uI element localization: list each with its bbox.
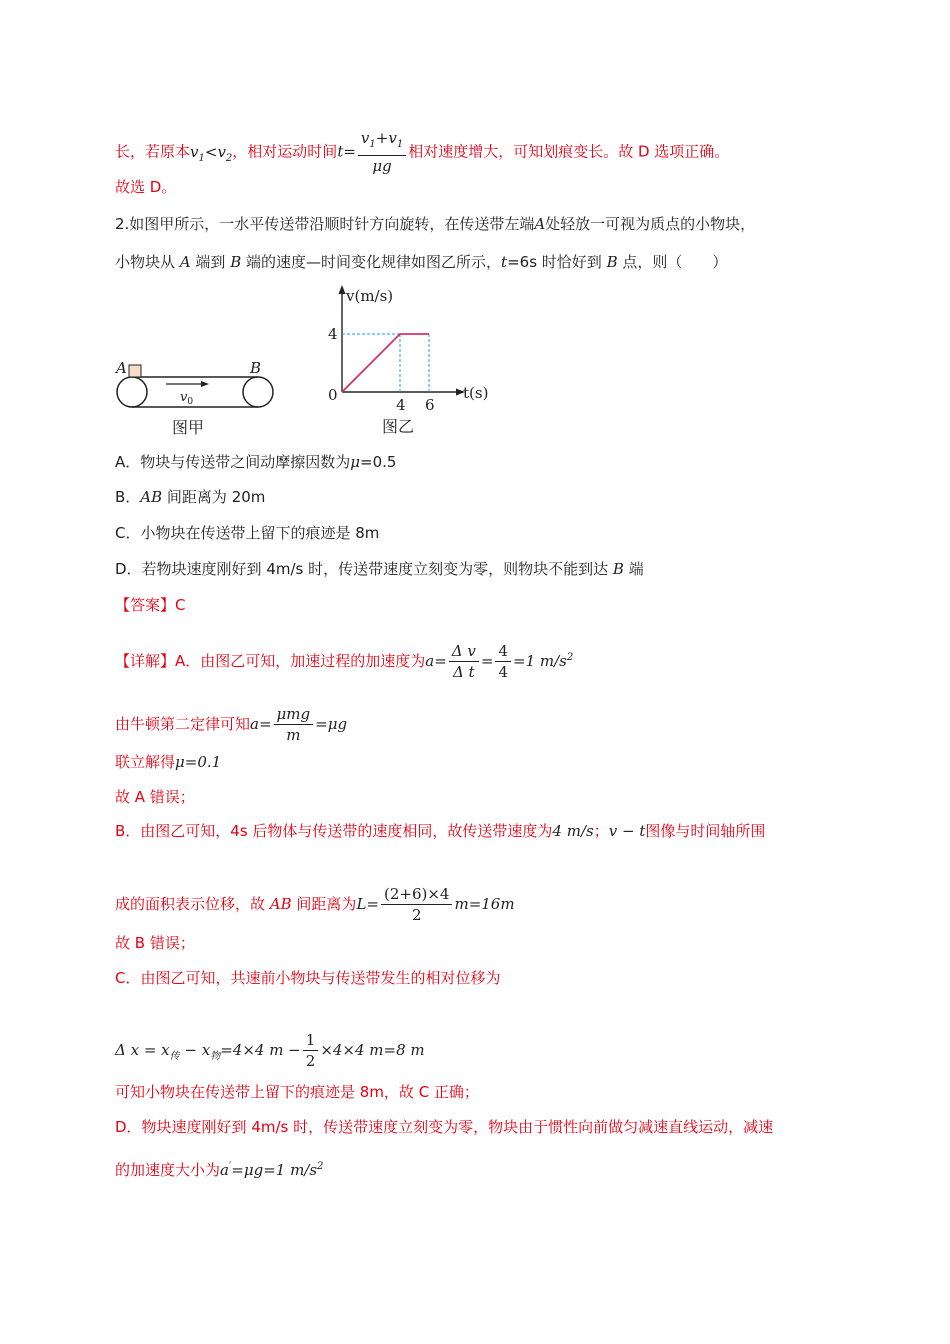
detail-d-line1: D．物块速度刚好到 4m/s 时，传送带速度立刻变为零，物块由于惯性向前做匀减速直线运动，减速 — [115, 1118, 774, 1136]
y-tick-label: 4 — [328, 325, 338, 343]
y-axis-label: v(m/s) — [346, 287, 394, 305]
option-d: D．若物块速度刚好到 4m/s 时，传送带速度立刻变为零，则物块不能到达 B 端 — [115, 560, 644, 578]
detail-b-line2: 成的面积表示位移，故 AB 间距离为L= $\frac{(2+6)\times 4}{2}$ m=16m — [115, 885, 515, 924]
left-pulley — [117, 377, 147, 407]
fraction: $\frac{v_1+v_1}{\mu g}$ — [358, 128, 406, 176]
detail-c-line2: Δ $x = x_传 - x_物=4\times 4$ m − $\frac{1}{2}$ ×4×4 m=8 m — [115, 1031, 425, 1070]
caption-yi: 图乙 — [382, 417, 415, 436]
detail-d-line2: 的加速度大小为a′=μg=1 $m/s^2$ — [115, 1161, 324, 1179]
detail-a-line2: 由牛顿第二定律可知a= $\frac{\text{μmg}}{m}$ =μg — [115, 705, 348, 744]
math-v1-lt-v2: $v_1<v_2$ — [190, 142, 233, 164]
y-axis-arrow-icon — [339, 285, 346, 294]
conveyor-belt-diagram — [110, 355, 280, 440]
block — [129, 365, 141, 377]
detail-a-line3: 联立解得μ=0.1 — [115, 753, 222, 771]
option-c: C．小物块在传送带上留下的痕迹是 8m — [115, 524, 380, 542]
x-axis-label: t(s) — [463, 384, 489, 402]
label-a: A — [116, 359, 127, 377]
text-line: 长，若原本$v_1<v_2$，相对运动时间t= $\frac{v_1+v_1}{\mu g}$ 相对速度增大，可知划痕变长。故 D 选项正确。 — [115, 129, 730, 175]
option-b: B．AB 间距离为 20m — [115, 488, 266, 506]
option-a: A．物块与传送带之间动摩擦因数为μ=0.5 — [115, 453, 397, 471]
caption-jia: 图甲 — [172, 418, 205, 437]
question-line-1: 2.如图甲所示，一水平传送带沿顺时针方向旋转，在传送带左端A处轻放一可视为质点的小物块， — [115, 215, 756, 233]
question-line-2: 小物块从 A 端到 B 端的速度—时间变化规律如图乙所示，t=6s 时恰好到 B 点，则（ ） — [115, 253, 728, 271]
detail-a-line4: 故 A 错误； — [115, 788, 195, 806]
detail-c-line3: 可知小物块在传送带上留下的痕迹是 8m，故 C 正确； — [115, 1083, 479, 1101]
answer: 【答案】C — [115, 596, 186, 614]
detail-a-line1: 【详解】A．由图乙可知，加速过程的加速度为a= $\frac{\text{Δ v}}{\text{Δ t}}$ = $\frac{4}{4}$ =1 $m/s^2$ — [115, 642, 574, 681]
math-t: t — [337, 142, 344, 161]
vt-graph — [320, 280, 500, 440]
x-tick-label: 6 — [425, 396, 435, 414]
detail-c-line1: C．由图乙可知，共速前小物块与传送带发生的相对位移为 — [115, 969, 501, 987]
right-pulley — [243, 377, 273, 407]
origin-label: 0 — [328, 386, 338, 404]
conclusion: 故选 D。 — [115, 178, 177, 196]
label-v0: $v_0$ — [180, 390, 194, 407]
label-b: B — [250, 359, 262, 377]
x-tick-label: 4 — [396, 396, 406, 414]
series-line — [342, 334, 429, 392]
detail-b-line3: 故 B 错误； — [115, 934, 195, 952]
detail-b-line1: B．由图乙可知，4s 后物体与传送带的速度相同，故传送带速度为4 m/s；v − t图像与时间轴所围 — [115, 822, 766, 840]
chart-marks — [328, 325, 435, 414]
arrow-head-icon — [201, 381, 209, 387]
